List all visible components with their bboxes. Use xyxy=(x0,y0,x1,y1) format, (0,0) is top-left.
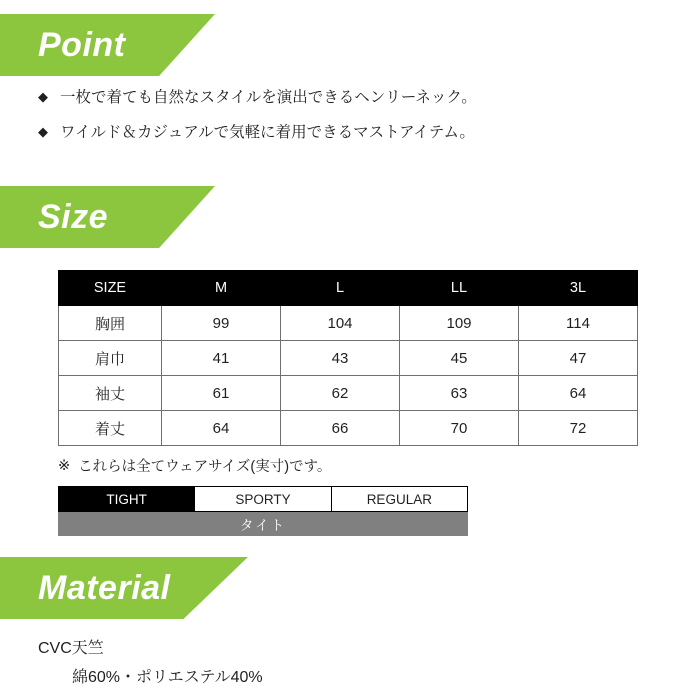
size-table-head xyxy=(59,271,638,306)
size-table-wrap xyxy=(0,270,700,446)
size-table-body xyxy=(59,306,638,446)
column-header-l: L xyxy=(281,271,400,306)
fit-option-regular: REGULAR xyxy=(366,491,432,507)
table-cell: 45 xyxy=(400,341,519,376)
fit-selected-label: タイト xyxy=(58,512,468,536)
point-bullet-text: ワイルド＆カジュアルで気軽に着用できるマストアイテム。 xyxy=(60,123,475,141)
material-name: CVC天竺 xyxy=(38,640,104,657)
column-header-ll: LL xyxy=(400,271,519,306)
table-cell: 99 xyxy=(162,306,281,341)
fit-indicator xyxy=(0,486,700,536)
size-note xyxy=(0,455,700,476)
table-cell: 43 xyxy=(281,341,400,376)
table-cell: 61 xyxy=(162,376,281,411)
table-cell: 104 xyxy=(281,306,400,341)
size-heading: Size xyxy=(38,198,109,236)
table-row xyxy=(59,411,638,446)
list-item xyxy=(38,88,700,109)
size-note-text: これらは全てウェアサイズ(実寸)です。 xyxy=(78,459,332,475)
size-table xyxy=(58,270,638,446)
table-cell: 41 xyxy=(162,341,281,376)
table-row xyxy=(59,376,638,411)
table-cell: 66 xyxy=(281,411,400,446)
size-banner xyxy=(0,186,700,248)
table-cell: 70 xyxy=(400,411,519,446)
column-header-m: M xyxy=(162,271,281,306)
row-header: 着丈 xyxy=(59,411,162,446)
row-header: 肩巾 xyxy=(59,341,162,376)
section-point xyxy=(0,14,700,158)
fit-option-sporty: SPORTY xyxy=(195,487,331,511)
fit-option-tight: TIGHT xyxy=(59,487,195,511)
point-banner xyxy=(0,14,700,76)
table-row xyxy=(59,341,638,376)
diamond-icon: ◆ xyxy=(38,89,48,104)
reference-mark-icon: ※ xyxy=(58,457,71,474)
material-composition: 綿60%・ポリエステル40% xyxy=(72,669,263,686)
point-bullet-list xyxy=(0,88,700,144)
point-heading: Point xyxy=(38,26,126,64)
table-cell: 109 xyxy=(400,306,519,341)
table-row xyxy=(59,306,638,341)
point-bullet-text: 一枚で着ても自然なスタイルを演出できるヘンリーネック。 xyxy=(60,89,477,106)
table-cell: 114 xyxy=(519,306,638,341)
diamond-icon: ◆ xyxy=(38,123,48,139)
table-cell: 63 xyxy=(400,376,519,411)
column-header-3l: 3L xyxy=(519,271,638,306)
material-banner xyxy=(0,557,700,619)
table-cell: 47 xyxy=(519,341,638,376)
material-heading: Material xyxy=(38,569,171,607)
table-cell: 62 xyxy=(281,376,400,411)
table-row xyxy=(59,271,638,306)
table-cell: 64 xyxy=(162,411,281,446)
column-header-size: SIZE xyxy=(59,271,162,306)
row-header: 胸囲 xyxy=(59,306,162,341)
fit-options xyxy=(58,486,468,512)
table-cell: 72 xyxy=(519,411,638,446)
section-material xyxy=(0,557,700,687)
table-cell: 64 xyxy=(519,376,638,411)
section-size xyxy=(0,186,700,536)
list-item xyxy=(38,123,700,144)
row-header: 袖丈 xyxy=(59,376,162,411)
material-details xyxy=(0,635,700,687)
